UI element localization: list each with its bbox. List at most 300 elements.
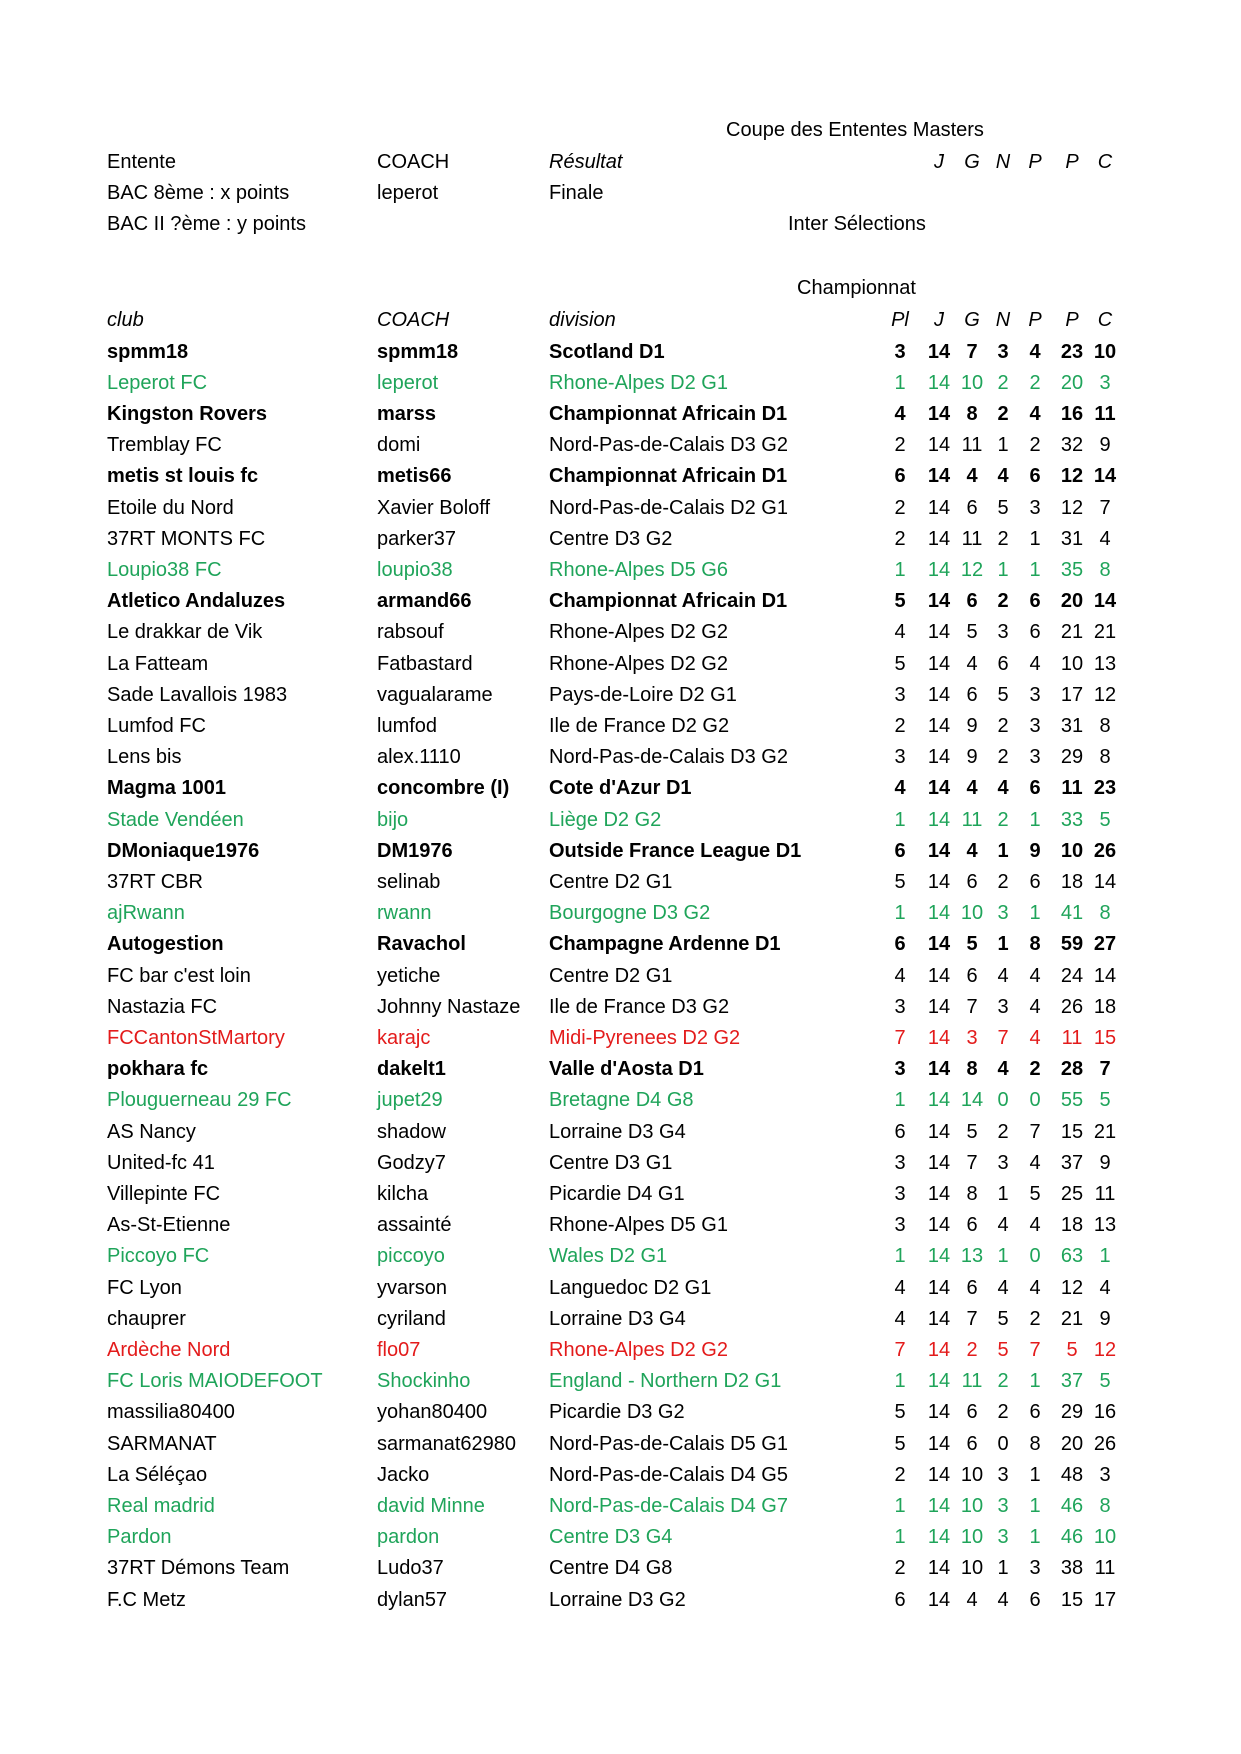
- stat-c: 14: [1093, 465, 1117, 488]
- stat-c: 21: [1093, 621, 1117, 644]
- division-name: Lorraine D3 G2: [549, 1588, 686, 1611]
- coach-name: rabsouf: [377, 621, 444, 644]
- stat-j: 14: [927, 746, 951, 769]
- table-row: [0, 932, 1241, 963]
- stat-g: 7: [966, 995, 978, 1018]
- coach-name: Shockinho: [377, 1370, 471, 1393]
- stat-c: 17: [1093, 1588, 1117, 1611]
- stat-j: 14: [927, 1526, 951, 1549]
- stat-p2: 16: [1060, 402, 1084, 425]
- stat-g: 2: [966, 1338, 978, 1361]
- stat-header-g: G: [964, 151, 980, 173]
- stat-g: 6: [966, 870, 978, 893]
- stat-j: 14: [927, 558, 951, 581]
- stat-c: 13: [1093, 652, 1117, 675]
- stat-pl: 3: [894, 1214, 906, 1237]
- stat-c: 11: [1094, 402, 1116, 425]
- club-name: United-fc 41: [107, 1151, 215, 1174]
- club-name: Lens bis: [107, 746, 182, 769]
- division-name: Outside France League D1: [549, 839, 802, 862]
- division-name: Championnat Africain D1: [549, 465, 788, 488]
- stat-p2: 31: [1060, 714, 1084, 737]
- table-row: [0, 1588, 1241, 1619]
- stat-g: 11: [961, 1370, 983, 1393]
- stat-p1: 4: [1029, 340, 1041, 363]
- stat-p1: 3: [1029, 1557, 1041, 1580]
- stat-g: 7: [966, 340, 978, 363]
- stat-g: 6: [966, 683, 978, 706]
- stat-j: 14: [927, 340, 951, 363]
- stat-n: 1: [997, 933, 1009, 956]
- club-name: DMoniaque1976: [107, 839, 260, 862]
- division-name: Ile de France D2 G2: [549, 714, 730, 737]
- stat-c: 7: [1099, 496, 1111, 519]
- stat-pl: 2: [894, 1557, 906, 1580]
- table-row: [0, 1400, 1241, 1431]
- division-name: Championnat Africain D1: [549, 590, 788, 613]
- stat-pl: 4: [894, 1307, 906, 1330]
- stat-n: 1: [997, 558, 1009, 581]
- col-division: division: [549, 309, 616, 331]
- stat-j: 14: [927, 1557, 951, 1580]
- stat-p2: 29: [1060, 1401, 1084, 1424]
- stat-g: 4: [966, 465, 978, 488]
- division-name: Picardie D3 G2: [549, 1401, 685, 1424]
- stat-g: 10: [960, 1463, 984, 1486]
- coach-name: Jacko: [377, 1463, 430, 1486]
- division-name: Pays-de-Loire D2 G1: [549, 683, 737, 706]
- stat-g: 5: [966, 621, 978, 644]
- stat-p1: 3: [1029, 496, 1041, 519]
- stat-j: 14: [927, 714, 951, 737]
- table-row: [0, 1338, 1241, 1369]
- stat-j: 14: [927, 933, 951, 956]
- coach-name: vagualarame: [377, 683, 493, 706]
- stat-n: 6: [997, 652, 1009, 675]
- club-name: AS Nancy: [107, 1120, 196, 1143]
- stat-n: 2: [997, 808, 1009, 831]
- stat-pl: 5: [894, 1432, 906, 1455]
- club-name: Stade Vendéen: [107, 808, 244, 831]
- club-name: spmm18: [107, 340, 189, 363]
- stat-p2: 11: [1061, 777, 1083, 800]
- stat-c: 10: [1093, 340, 1117, 363]
- stat-g: 10: [960, 1494, 984, 1517]
- stat-n: 1: [997, 1182, 1009, 1205]
- stat-g: 10: [960, 902, 984, 925]
- stat-j: 14: [927, 652, 951, 675]
- col-club: club: [107, 309, 144, 331]
- stat-n: 4: [997, 1058, 1009, 1081]
- stat-p1: 8: [1029, 1432, 1041, 1455]
- stat-p1: 2: [1029, 1058, 1041, 1081]
- coach-name: shadow: [377, 1120, 446, 1143]
- coach-name: piccoyo: [377, 1245, 445, 1268]
- stat-pl: 4: [894, 402, 906, 425]
- stat-g: 11: [961, 527, 983, 550]
- club-name: Ardèche Nord: [107, 1338, 231, 1361]
- stat-pl: 4: [894, 1276, 906, 1299]
- col-c: C: [1097, 309, 1113, 331]
- stat-g: 10: [960, 371, 984, 394]
- stat-n: 3: [997, 1494, 1009, 1517]
- division-name: Bourgogne D3 G2: [549, 902, 711, 925]
- stat-p1: 6: [1029, 465, 1041, 488]
- division-name: Centre D4 G8: [549, 1557, 673, 1580]
- table-row: [0, 1307, 1241, 1338]
- coach-name: leperot: [377, 371, 439, 394]
- stat-p1: 6: [1029, 870, 1041, 893]
- stat-c: 4: [1099, 527, 1111, 550]
- stat-g: 5: [966, 1120, 978, 1143]
- stat-n: 3: [997, 1463, 1009, 1486]
- stat-j: 14: [927, 839, 951, 862]
- stat-j: 14: [927, 1494, 951, 1517]
- stat-p2: 29: [1060, 746, 1084, 769]
- club-name: La Fatteam: [107, 652, 209, 675]
- stat-pl: 3: [894, 683, 906, 706]
- entente-label: Entente: [107, 151, 176, 173]
- stat-g: 7: [966, 1151, 978, 1174]
- stat-p2: 5: [1066, 1338, 1078, 1361]
- stat-c: 12: [1093, 1338, 1117, 1361]
- table-row: [0, 402, 1241, 433]
- club-name: Pardon: [107, 1526, 172, 1549]
- stat-p1: 6: [1029, 1401, 1041, 1424]
- stat-p2: 35: [1060, 558, 1084, 581]
- table-row: [0, 652, 1241, 683]
- table-row: [0, 1244, 1241, 1275]
- table-row: [0, 1151, 1241, 1182]
- club-name: Leperot FC: [107, 371, 208, 394]
- table-row: [0, 745, 1241, 776]
- col-pl: Pl: [891, 309, 909, 331]
- stat-p2: 41: [1060, 902, 1084, 925]
- table-row: [0, 683, 1241, 714]
- col-p2: P: [1065, 309, 1079, 331]
- stat-c: 5: [1099, 808, 1111, 831]
- stat-p2: 26: [1060, 995, 1084, 1018]
- stat-j: 14: [927, 995, 951, 1018]
- stat-c: 11: [1094, 1182, 1116, 1205]
- division-name: Picardie D4 G1: [549, 1182, 685, 1205]
- stat-n: 2: [997, 870, 1009, 893]
- stat-pl: 2: [894, 496, 906, 519]
- stat-n: 3: [997, 340, 1009, 363]
- table-row: [0, 1556, 1241, 1587]
- stat-p2: 32: [1060, 434, 1084, 457]
- stat-p1: 3: [1029, 714, 1041, 737]
- stat-n: 4: [997, 777, 1009, 800]
- division-name: Nord-Pas-de-Calais D4 G5: [549, 1463, 788, 1486]
- table-row: [0, 558, 1241, 589]
- stat-p1: 7: [1029, 1338, 1041, 1361]
- coach-name: alex.1110: [377, 746, 461, 769]
- stat-pl: 1: [894, 1494, 906, 1517]
- division-name: Nord-Pas-de-Calais D3 G2: [549, 434, 788, 457]
- stat-n: 2: [997, 1370, 1009, 1393]
- stat-p2: 12: [1060, 465, 1084, 488]
- coach-name: yvarson: [377, 1276, 448, 1299]
- table-row: [0, 1120, 1241, 1151]
- club-name: metis st louis fc: [107, 465, 259, 488]
- stat-g: 8: [966, 1182, 978, 1205]
- stat-p1: 0: [1029, 1089, 1041, 1112]
- stat-c: 8: [1099, 1494, 1111, 1517]
- club-name: FC Loris MAIODEFOOT: [107, 1370, 323, 1393]
- stat-n: 3: [997, 1526, 1009, 1549]
- stat-pl: 5: [894, 1401, 906, 1424]
- stat-g: 14: [960, 1089, 984, 1112]
- stat-n: 4: [997, 964, 1009, 987]
- division-name: Liège D2 G2: [549, 808, 662, 831]
- division-name: Rhone-Alpes D5 G6: [549, 558, 728, 581]
- table-row: [0, 589, 1241, 620]
- club-name: 37RT MONTS FC: [107, 527, 266, 550]
- stat-j: 14: [927, 465, 951, 488]
- stat-c: 14: [1093, 590, 1117, 613]
- coach-name: david Minne: [377, 1494, 485, 1517]
- stat-pl: 3: [894, 340, 906, 363]
- division-name: Rhone-Alpes D2 G2: [549, 1338, 728, 1361]
- bac2-label: BAC II ?ème : y points: [107, 213, 306, 235]
- coach-name: karajc: [377, 1026, 431, 1049]
- stat-j: 14: [927, 1089, 951, 1112]
- stat-pl: 3: [894, 1182, 906, 1205]
- stat-pl: 2: [894, 434, 906, 457]
- stat-g: 5: [966, 933, 978, 956]
- stat-j: 14: [927, 683, 951, 706]
- stat-pl: 1: [894, 902, 906, 925]
- stat-n: 3: [997, 1151, 1009, 1174]
- stat-p1: 6: [1029, 590, 1041, 613]
- stat-p2: 23: [1060, 340, 1084, 363]
- stat-pl: 3: [894, 995, 906, 1018]
- table-row: [0, 1057, 1241, 1088]
- stat-p1: 1: [1029, 1463, 1041, 1486]
- stat-g: 11: [961, 434, 983, 457]
- club-name: massilia80400: [107, 1401, 235, 1424]
- stat-p2: 12: [1060, 496, 1084, 519]
- club-name: SARMANAT: [107, 1432, 217, 1455]
- coach-name: selinab: [377, 870, 441, 893]
- coach-name: bijo: [377, 808, 409, 831]
- coach-name: dakelt1: [377, 1058, 446, 1081]
- stat-j: 14: [927, 434, 951, 457]
- resultat-label: Résultat: [549, 151, 623, 173]
- championnat-title: Championnat: [797, 277, 916, 299]
- stat-g: 9: [966, 746, 978, 769]
- stat-n: 2: [997, 371, 1009, 394]
- stat-j: 14: [927, 808, 951, 831]
- stat-c: 9: [1099, 1151, 1111, 1174]
- stat-g: 8: [966, 1058, 978, 1081]
- stat-n: 1: [997, 434, 1009, 457]
- stat-p1: 4: [1029, 995, 1041, 1018]
- club-name: FCCantonStMartory: [107, 1026, 285, 1049]
- stat-n: 4: [997, 465, 1009, 488]
- coach-name: cyriland: [377, 1307, 446, 1330]
- stat-j: 14: [927, 777, 951, 800]
- stat-pl: 1: [894, 1526, 906, 1549]
- stat-pl: 6: [894, 933, 906, 956]
- bac8-label: BAC 8ème : x points: [107, 182, 290, 204]
- coach-name: metis66: [377, 465, 452, 488]
- club-name: Etoile du Nord: [107, 496, 234, 519]
- stat-g: 10: [960, 1557, 984, 1580]
- stat-j: 14: [927, 1401, 951, 1424]
- club-name: FC bar c'est loin: [107, 964, 251, 987]
- stat-n: 2: [997, 527, 1009, 550]
- stat-j: 14: [927, 1370, 951, 1393]
- stat-n: 1: [997, 839, 1009, 862]
- stat-g: 6: [966, 496, 978, 519]
- stat-p2: 59: [1060, 933, 1084, 956]
- coach-name: yetiche: [377, 964, 441, 987]
- club-name: Autogestion: [107, 933, 224, 956]
- stat-pl: 4: [894, 621, 906, 644]
- stat-n: 3: [997, 621, 1009, 644]
- table-row: [0, 714, 1241, 745]
- stat-p1: 2: [1029, 1307, 1041, 1330]
- stat-g: 6: [966, 1214, 978, 1237]
- division-name: Cote d'Azur D1: [549, 777, 692, 800]
- division-name: Nord-Pas-de-Calais D4 G7: [549, 1494, 788, 1517]
- stat-p1: 7: [1029, 1120, 1041, 1143]
- division-name: Lorraine D3 G4: [549, 1120, 686, 1143]
- stat-n: 0: [997, 1089, 1009, 1112]
- stat-p2: 25: [1060, 1182, 1084, 1205]
- table-row: [0, 1432, 1241, 1463]
- table-row: [0, 1369, 1241, 1400]
- stat-g: 4: [966, 1588, 978, 1611]
- stat-c: 5: [1099, 1370, 1111, 1393]
- stat-p1: 6: [1029, 1588, 1041, 1611]
- stat-c: 26: [1093, 839, 1117, 862]
- stat-p1: 4: [1029, 1026, 1041, 1049]
- division-name: Nord-Pas-de-Calais D2 G1: [549, 496, 788, 519]
- division-name: Nord-Pas-de-Calais D5 G1: [549, 1432, 788, 1455]
- stat-pl: 1: [894, 808, 906, 831]
- coach-name: kilcha: [377, 1182, 429, 1205]
- club-name: Plouguerneau 29 FC: [107, 1089, 292, 1112]
- stat-pl: 6: [894, 1120, 906, 1143]
- stat-p2: 18: [1060, 870, 1084, 893]
- stat-j: 14: [927, 402, 951, 425]
- division-name: Championnat Africain D1: [549, 402, 788, 425]
- table-row: [0, 1494, 1241, 1525]
- club-name: Nastazia FC: [107, 995, 218, 1018]
- stat-c: 10: [1093, 1526, 1117, 1549]
- stat-j: 14: [927, 371, 951, 394]
- stat-pl: 1: [894, 1245, 906, 1268]
- stat-p1: 9: [1029, 839, 1041, 862]
- stat-n: 3: [997, 902, 1009, 925]
- stat-pl: 2: [894, 714, 906, 737]
- stat-c: 13: [1093, 1214, 1117, 1237]
- stat-c: 9: [1099, 1307, 1111, 1330]
- stat-pl: 2: [894, 1463, 906, 1486]
- stat-c: 15: [1093, 1026, 1117, 1049]
- stat-p2: 20: [1060, 1432, 1084, 1455]
- stat-n: 3: [997, 995, 1009, 1018]
- stat-j: 14: [927, 1245, 951, 1268]
- stat-c: 27: [1093, 933, 1117, 956]
- stat-n: 0: [997, 1432, 1009, 1455]
- table-row: [0, 1182, 1241, 1213]
- stat-n: 1: [997, 1557, 1009, 1580]
- stat-p2: 31: [1060, 527, 1084, 550]
- stat-p1: 3: [1029, 683, 1041, 706]
- col-coach: COACH: [377, 309, 450, 331]
- stat-p2: 21: [1060, 621, 1084, 644]
- stat-p1: 1: [1029, 527, 1041, 550]
- stat-g: 4: [966, 652, 978, 675]
- table-row: [0, 527, 1241, 558]
- stat-p2: 55: [1060, 1089, 1084, 1112]
- club-name: 37RT CBR: [107, 870, 203, 893]
- stat-header-j: J: [934, 151, 944, 173]
- table-row: [0, 1026, 1241, 1057]
- col-p1: P: [1028, 309, 1042, 331]
- division-name: Centre D2 G1: [549, 964, 673, 987]
- table-row: [0, 340, 1241, 371]
- stat-n: 1: [997, 1245, 1009, 1268]
- stat-c: 3: [1099, 371, 1111, 394]
- table-row: [0, 839, 1241, 870]
- division-name: Centre D2 G1: [549, 870, 673, 893]
- coach-name: assainté: [377, 1214, 452, 1237]
- stat-pl: 1: [894, 371, 906, 394]
- stat-p2: 37: [1060, 1370, 1084, 1393]
- coach-name: lumfod: [377, 714, 438, 737]
- club-name: Le drakkar de Vik: [107, 621, 263, 644]
- table-row: [0, 964, 1241, 995]
- stat-c: 5: [1099, 1089, 1111, 1112]
- club-name: chauprer: [107, 1307, 186, 1330]
- stat-p1: 1: [1029, 1526, 1041, 1549]
- stat-p1: 4: [1029, 402, 1041, 425]
- coach-name: pardon: [377, 1526, 440, 1549]
- stat-p1: 3: [1029, 746, 1041, 769]
- stat-j: 14: [927, 590, 951, 613]
- coach-name: domi: [377, 434, 421, 457]
- coach-name: Xavier Boloff: [377, 496, 491, 519]
- stat-g: 6: [966, 1432, 978, 1455]
- club-name: Piccoyo FC: [107, 1245, 210, 1268]
- stat-n: 2: [997, 1401, 1009, 1424]
- stat-p1: 4: [1029, 1276, 1041, 1299]
- stat-c: 8: [1099, 902, 1111, 925]
- stat-c: 14: [1093, 964, 1117, 987]
- club-name: pokhara fc: [107, 1058, 209, 1081]
- table-row: [0, 371, 1241, 402]
- coupe-title: Coupe des Ententes Masters: [726, 119, 984, 141]
- stat-c: 21: [1093, 1120, 1117, 1143]
- stat-p2: 37: [1060, 1151, 1084, 1174]
- table-row: [0, 1276, 1241, 1307]
- stat-header-c: C: [1097, 151, 1113, 173]
- stat-j: 14: [927, 1120, 951, 1143]
- club-name: F.C Metz: [107, 1588, 186, 1611]
- division-name: Scotland D1: [549, 340, 665, 363]
- stat-p1: 6: [1029, 621, 1041, 644]
- stat-g: 6: [966, 590, 978, 613]
- stat-n: 5: [997, 1338, 1009, 1361]
- coach-name: concombre (I): [377, 777, 510, 800]
- stat-p2: 33: [1060, 808, 1084, 831]
- coach-name: marss: [377, 402, 436, 425]
